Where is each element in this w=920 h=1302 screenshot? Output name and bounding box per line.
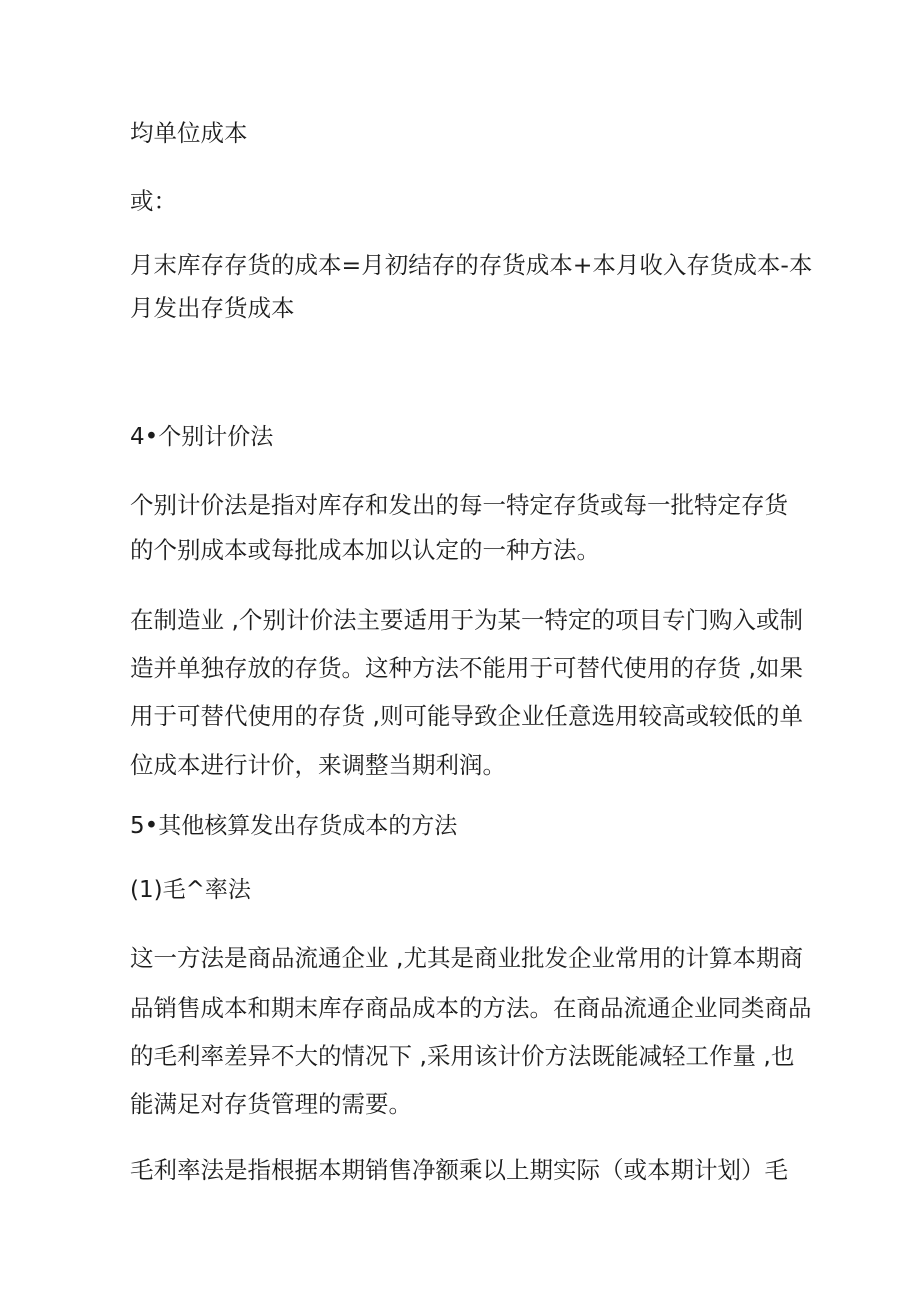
text-line: 能满足对存货管理的需要。 xyxy=(130,1090,412,1118)
text-line: 用于可替代使用的存货 ,则可能导致企业任意选用较高或较低的单 xyxy=(130,702,803,730)
text-line: 个别计价法是指对库存和发出的每一特定存货或每一批特定存货 xyxy=(130,491,788,519)
text-line: 这一方法是商品流通企业 ,尤其是商业批发企业常用的计算本期商 xyxy=(130,944,803,972)
text-line: 毛利率法是指根据本期销售净额乘以上期实际（或本期计划）毛 xyxy=(130,1156,788,1184)
text-line: 的毛利率差异不大的情况下 ,采用该计价方法既能减轻工作量 ,也 xyxy=(130,1042,795,1070)
text-line: 均单位成本 xyxy=(130,119,248,147)
text-line: 造并单独存放的存货。这种方法不能用于可替代使用的存货 ,如果 xyxy=(130,654,803,682)
text-line: 月末库存存货的成本=月初结存的存货成本+本月收入存货成本-本 xyxy=(130,251,813,279)
text-line: 品销售成本和期末库存商品成本的方法。在商品流通企业同类商品 xyxy=(130,994,812,1022)
text-line: 月发出存货成本 xyxy=(130,294,295,322)
heading-text: (1)毛^率法 xyxy=(130,877,251,903)
text-line: 在制造业 ,个别计价法主要适用于为某一特定的项目专门购入或制 xyxy=(130,606,803,634)
heading-text: 5•其他核算发出存货成本的方法 xyxy=(130,813,458,839)
text-line: 或： xyxy=(130,187,177,215)
text-line: 的个别成本或每批成本加以认定的一种方法。 xyxy=(130,536,600,564)
heading-text: 4•个别计价法 xyxy=(130,424,274,450)
text-line: 位成本进行计价，来调整当期利润。 xyxy=(130,751,506,779)
